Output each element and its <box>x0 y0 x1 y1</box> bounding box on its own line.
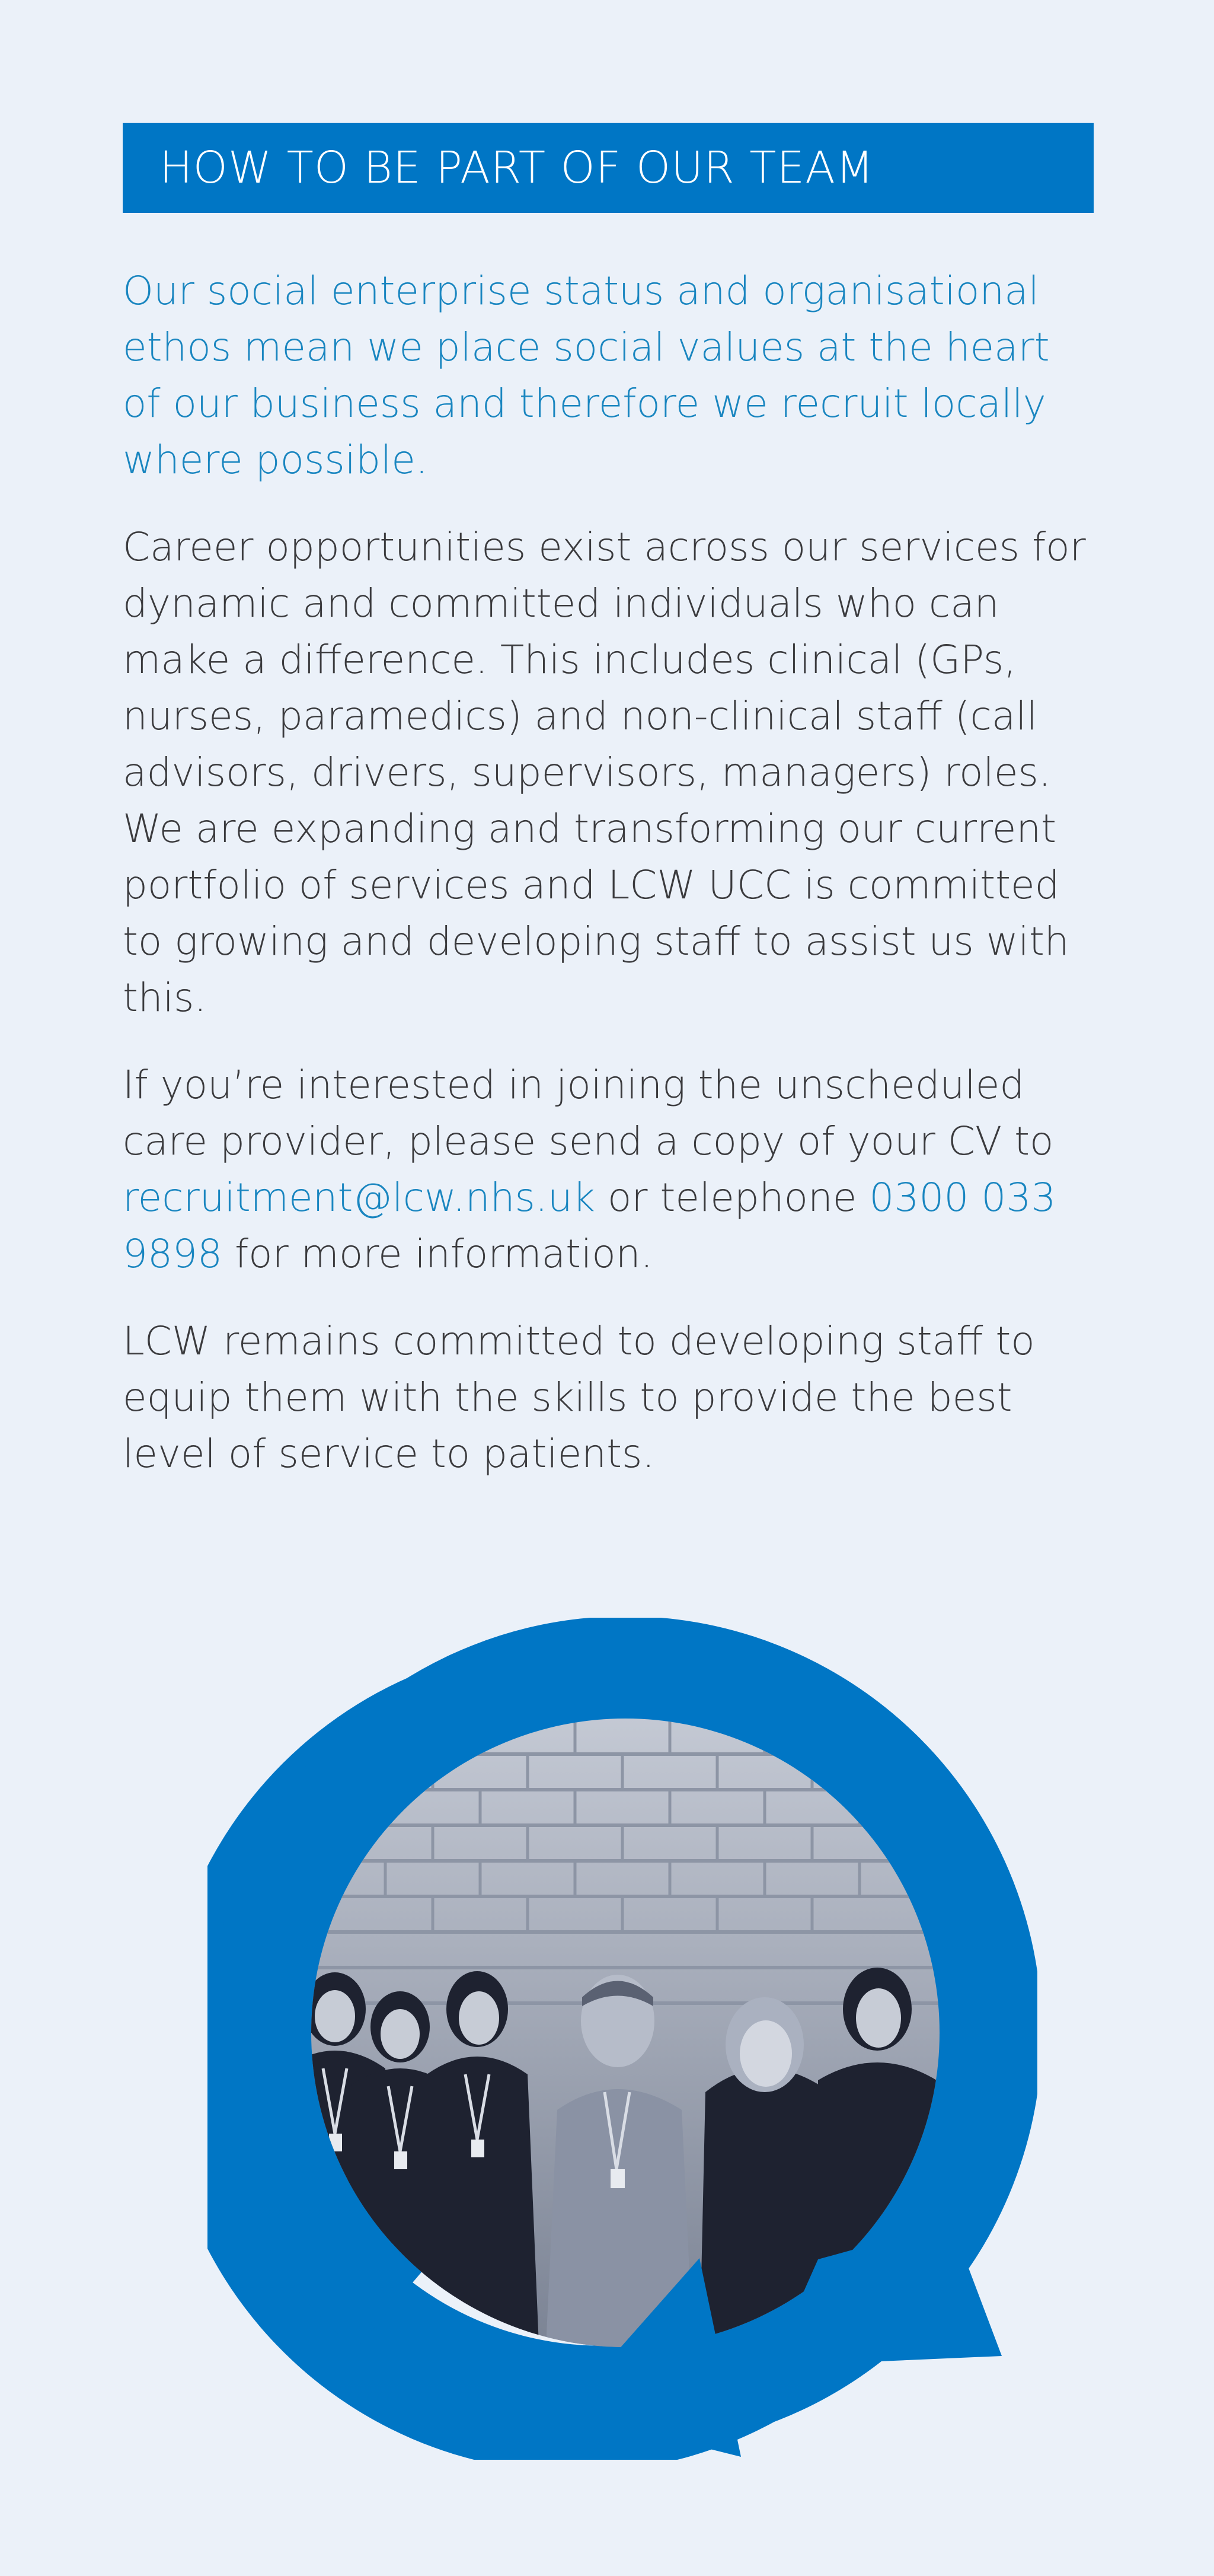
phone-link[interactable]: 0300 033 9898 <box>123 1175 1056 1277</box>
team-photo-graphic <box>207 1618 1037 2460</box>
section-heading: HOW TO BE PART OF OUR TEAM <box>159 142 874 193</box>
email-link[interactable]: recruitment@lcw.nhs.uk <box>123 1175 595 1220</box>
contact-text-before: If you’re interested in joining the unscheduled care provider, please send a copy of your CV to <box>123 1062 1054 1164</box>
careers-paragraph: Career opportunities exist across our services for dynamic and committed individuals who can make a difference. This includes clinical (GPs, nurses, paramedics) and non-clinical staff (call advisors, drivers, supervisors, managers) roles. We are expanding and transforming our current portfolio of services and LCW UCC is committed to growing and developing staff to assist us with this. <box>123 524 1086 1021</box>
refresh-arrow-ring-icon <box>207 1618 1037 2460</box>
heading-bar <box>123 123 1094 213</box>
intro-paragraph: Our social enterprise status and organisational ethos mean we place social values at the heart of our business and therefore we recruit locally where possible. <box>123 268 1050 483</box>
closing-paragraph: LCW remains committed to developing staff to equip them with the skills to provide the best level of service to patients. <box>123 1318 1035 1477</box>
recruitment-section <box>123 123 1094 1482</box>
contact-text-middle: or telephone <box>595 1175 870 1220</box>
contact-text-after: for more information. <box>222 1231 653 1277</box>
contact-paragraph <box>123 1057 1094 1282</box>
